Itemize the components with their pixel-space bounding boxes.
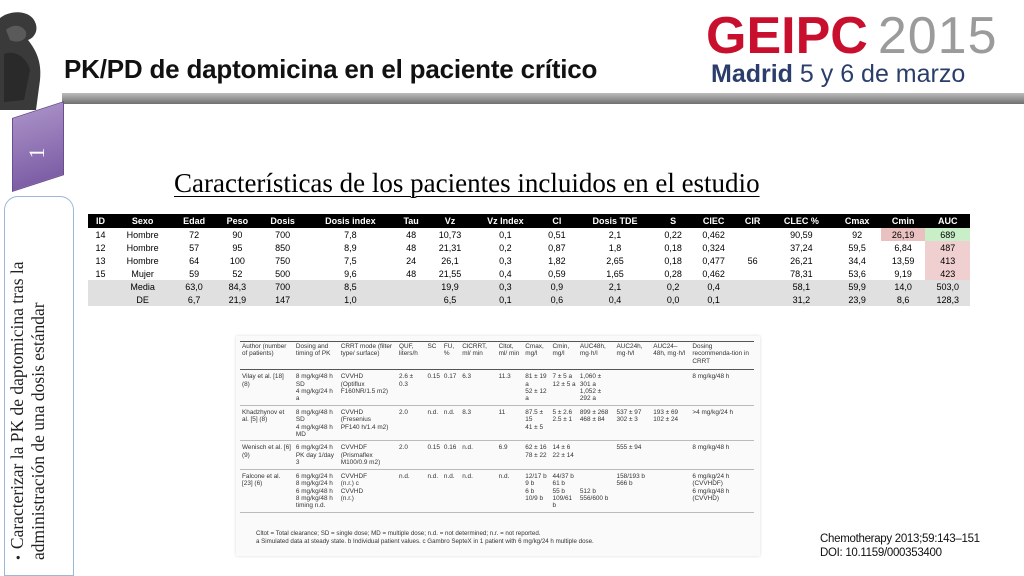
table-cell: 10,73 bbox=[428, 228, 472, 241]
table-cell: Vilay et al. [18] (8) bbox=[240, 370, 294, 406]
table-cell: 48 bbox=[394, 267, 427, 280]
table-cell: 0,4 bbox=[472, 267, 538, 280]
table-row bbox=[240, 405, 754, 441]
table-cell: n.d. bbox=[442, 405, 460, 441]
table-row bbox=[88, 267, 970, 280]
table-cell bbox=[615, 370, 652, 406]
table-cell: 11.3 bbox=[497, 370, 524, 406]
table-cell: 9,6 bbox=[306, 267, 394, 280]
table-cell: 1,8 bbox=[575, 241, 655, 254]
table-cell bbox=[736, 228, 770, 241]
table-cell bbox=[736, 280, 770, 293]
table-cell: 7,8 bbox=[306, 228, 394, 241]
table-cell: Falcone et al. [23] (6) bbox=[240, 469, 294, 512]
column-header: QUF, liters/h bbox=[397, 342, 425, 370]
table-cell: 2.0 bbox=[397, 441, 425, 469]
table-cell: 0,1 bbox=[472, 293, 538, 306]
objective-text bbox=[8, 220, 48, 560]
table-cell: 6 mg/kg/24 h PK day 1/day 3 bbox=[294, 441, 339, 469]
column-header: Cmax bbox=[833, 214, 881, 228]
table-cell: 555 ± 94 bbox=[615, 441, 652, 469]
column-header: Peso bbox=[216, 214, 259, 228]
table-cell: 14 ± 6 22 ± 14 bbox=[551, 441, 578, 469]
table-cell: 48 bbox=[394, 241, 427, 254]
citation-doi: DOI: 10.1159/000353400 bbox=[820, 547, 942, 559]
table-cell: 87.5 ± 15 41 ± 5 bbox=[523, 405, 550, 441]
column-header: S bbox=[655, 214, 692, 228]
column-header: ClCRRT, ml/ min bbox=[460, 342, 496, 370]
section-tab-number: 1 bbox=[24, 147, 49, 159]
table-cell: 0,18 bbox=[655, 254, 692, 267]
table-cell: 128,3 bbox=[925, 293, 970, 306]
table-cell: 1,82 bbox=[539, 254, 576, 267]
table-cell: 0,4 bbox=[691, 280, 735, 293]
table-cell: 423 bbox=[925, 267, 970, 280]
table-cell: 12 bbox=[88, 241, 113, 254]
table-cell: 0.15 bbox=[425, 441, 441, 469]
table-cell: 1,0 bbox=[306, 293, 394, 306]
table-cell: 14,0 bbox=[881, 280, 925, 293]
table-cell: 6.9 bbox=[497, 441, 524, 469]
column-header: CLEC % bbox=[769, 214, 833, 228]
table-cell: 7 ± 5 a 12 ± 5 a bbox=[551, 370, 578, 406]
header-divider bbox=[62, 93, 1024, 104]
table-cell: 8,5 bbox=[306, 280, 394, 293]
table-cell: 500 bbox=[259, 267, 307, 280]
logo-geipc-text: GEIPC bbox=[706, 7, 868, 65]
table-cell: 56 bbox=[736, 254, 770, 267]
table-cell bbox=[651, 370, 690, 406]
table-cell: 0.16 bbox=[442, 441, 460, 469]
table-cell: 8 mg/kg/48 h SD 4 mg/kg/48 h MD bbox=[294, 405, 339, 441]
table-cell: n.d. bbox=[460, 441, 496, 469]
table-cell: 0,0 bbox=[655, 293, 692, 306]
table-cell: 26,19 bbox=[881, 228, 925, 241]
table-cell: 0,477 bbox=[691, 254, 735, 267]
bullet-icon: • bbox=[12, 555, 27, 560]
table-cell bbox=[736, 267, 770, 280]
table-cell: 59 bbox=[172, 267, 216, 280]
table-cell: 34,4 bbox=[833, 254, 881, 267]
slide-heading: Características de los pacientes incluidos en el estudio bbox=[174, 168, 760, 198]
citation bbox=[820, 532, 980, 560]
table-cell: 84,3 bbox=[216, 280, 259, 293]
table-cell: 0,18 bbox=[655, 241, 692, 254]
table-cell: 1,65 bbox=[575, 267, 655, 280]
table-cell: CVVHDF (n.r.) c CVVHD (n.r.) bbox=[339, 469, 397, 512]
patients-table-header bbox=[88, 214, 970, 228]
column-header: Cmin bbox=[881, 214, 925, 228]
table-cell: Hombre bbox=[113, 254, 172, 267]
table-cell: 24 bbox=[394, 254, 427, 267]
table-cell: 13 bbox=[88, 254, 113, 267]
table-cell bbox=[651, 441, 690, 469]
column-header: AUC bbox=[925, 214, 970, 228]
column-header: AUC24–48h, mg·h/l bbox=[651, 342, 690, 370]
table-cell: 8,6 bbox=[881, 293, 925, 306]
stats-row bbox=[88, 280, 970, 293]
table-cell: 92 bbox=[833, 228, 881, 241]
column-header: ClR bbox=[736, 214, 770, 228]
table-cell: 8 mg/kg/48 h SD 4 mg/kg/24 h a bbox=[294, 370, 339, 406]
table-cell: n.d. bbox=[425, 469, 441, 512]
table-cell: 23,9 bbox=[833, 293, 881, 306]
table-cell: 0,22 bbox=[655, 228, 692, 241]
column-header: Cl bbox=[539, 214, 576, 228]
table-cell: 0,1 bbox=[691, 293, 735, 306]
table-cell: 700 bbox=[259, 280, 307, 293]
column-header: Cmin, mg/l bbox=[551, 342, 578, 370]
table-cell bbox=[578, 441, 615, 469]
table-cell: 14 bbox=[88, 228, 113, 241]
table-cell: 0.15 bbox=[425, 370, 441, 406]
table-cell: 6 mg/kg/24 h 8 mg/kg/24 h 6 mg/kg/48 h 8 mg/kg/48 h timing n.d. bbox=[294, 469, 339, 512]
column-header: Cltot, ml/ min bbox=[497, 342, 524, 370]
slide-header bbox=[0, 0, 1024, 100]
table-cell: 0,6 bbox=[539, 293, 576, 306]
logo-dates: 5 y 6 de marzo bbox=[799, 60, 966, 88]
table-cell: 899 ± 268 468 ± 84 bbox=[578, 405, 615, 441]
table-cell: 13,59 bbox=[881, 254, 925, 267]
table-cell: 59,9 bbox=[833, 280, 881, 293]
citation-journal: Chemotherapy 2013;59:143–151 bbox=[820, 533, 980, 545]
table-cell: 0,1 bbox=[472, 228, 538, 241]
patients-table bbox=[88, 214, 970, 306]
table-cell: 2.6 ± 0.3 bbox=[397, 370, 425, 406]
table-cell: 15 bbox=[88, 267, 113, 280]
table-cell bbox=[651, 469, 690, 512]
logo-location bbox=[711, 60, 965, 89]
table-cell: 21,9 bbox=[216, 293, 259, 306]
column-header: Dosis TDE bbox=[575, 214, 655, 228]
table-cell: 503,0 bbox=[925, 280, 970, 293]
table-cell: 413 bbox=[925, 254, 970, 267]
table-cell: 2,1 bbox=[575, 280, 655, 293]
table-cell: 0,87 bbox=[539, 241, 576, 254]
table-cell: Wenisch et al. [6] (9) bbox=[240, 441, 294, 469]
table-cell: 2,65 bbox=[575, 254, 655, 267]
table-cell: 59,5 bbox=[833, 241, 881, 254]
column-header: Dosis bbox=[259, 214, 307, 228]
table-row bbox=[88, 228, 970, 241]
table-cell: 26,21 bbox=[769, 254, 833, 267]
table-cell: 11 bbox=[497, 405, 524, 441]
table-cell: 58,1 bbox=[769, 280, 833, 293]
literature-table-header bbox=[240, 342, 754, 370]
table-cell: 147 bbox=[259, 293, 307, 306]
table-cell bbox=[394, 293, 427, 306]
table-cell: 90,59 bbox=[769, 228, 833, 241]
table-cell: 95 bbox=[216, 241, 259, 254]
table-cell: 700 bbox=[259, 228, 307, 241]
table-cell: 0,51 bbox=[539, 228, 576, 241]
table-cell: 193 ± 69 102 ± 24 bbox=[651, 405, 690, 441]
table-cell: 537 ± 97 302 ± 3 bbox=[615, 405, 652, 441]
table-cell: 1,060 ± 301 a 1,052 ± 292 a bbox=[578, 370, 615, 406]
table-cell: 850 bbox=[259, 241, 307, 254]
table-cell: 53,6 bbox=[833, 267, 881, 280]
table-cell: Hombre bbox=[113, 228, 172, 241]
table-cell: 78,31 bbox=[769, 267, 833, 280]
statue-image bbox=[0, 10, 60, 110]
table-cell bbox=[394, 280, 427, 293]
table-cell: 689 bbox=[925, 228, 970, 241]
column-header: Sexo bbox=[113, 214, 172, 228]
table-row bbox=[240, 441, 754, 469]
logo-city: Madrid bbox=[711, 60, 793, 88]
table-cell: n.d. bbox=[460, 469, 496, 512]
table-cell: 8.3 bbox=[460, 405, 496, 441]
table-cell: 31,2 bbox=[769, 293, 833, 306]
table-cell: 487 bbox=[925, 241, 970, 254]
table-cell: 48 bbox=[394, 228, 427, 241]
table-cell: 21,31 bbox=[428, 241, 472, 254]
table-cell: 8,9 bbox=[306, 241, 394, 254]
table-cell: 0.17 bbox=[442, 370, 460, 406]
literature-table bbox=[240, 341, 754, 513]
objective-label: Caracterizar la PK de daptomicina tras la administración de una dosis estándar bbox=[7, 261, 48, 560]
table-cell: 0,462 bbox=[691, 228, 735, 241]
table-cell: 21,55 bbox=[428, 267, 472, 280]
table-cell: 52 bbox=[216, 267, 259, 280]
table-cell: 37,24 bbox=[769, 241, 833, 254]
table-cell: DE bbox=[113, 293, 172, 306]
column-header: Vz bbox=[428, 214, 472, 228]
table-cell: 0,462 bbox=[691, 267, 735, 280]
table-cell: 57 bbox=[172, 241, 216, 254]
geipc-logo bbox=[706, 6, 998, 66]
table-row bbox=[240, 469, 754, 512]
table-cell: 0,324 bbox=[691, 241, 735, 254]
table-cell: Media bbox=[113, 280, 172, 293]
table-cell: Khadzhynov et al. [5] (8) bbox=[240, 405, 294, 441]
table-cell: Hombre bbox=[113, 241, 172, 254]
column-header: Dosis index bbox=[306, 214, 394, 228]
table-cell: 2.0 bbox=[397, 405, 425, 441]
table-row bbox=[88, 241, 970, 254]
table-cell: 6.3 bbox=[460, 370, 496, 406]
table-cell: 0,2 bbox=[472, 241, 538, 254]
column-header: Author (number of patients) bbox=[240, 342, 294, 370]
table-cell: 0,4 bbox=[575, 293, 655, 306]
table-cell: 100 bbox=[216, 254, 259, 267]
table-cell: 64 bbox=[172, 254, 216, 267]
column-header: Dosing and timing of PK bbox=[294, 342, 339, 370]
table-cell: 19,9 bbox=[428, 280, 472, 293]
table-cell: 63,0 bbox=[172, 280, 216, 293]
table-cell: Mujer bbox=[113, 267, 172, 280]
table-cell bbox=[88, 280, 113, 293]
column-header: Cmax, mg/l bbox=[523, 342, 550, 370]
table-cell: 6,5 bbox=[428, 293, 472, 306]
table-cell: 0,59 bbox=[539, 267, 576, 280]
table-cell: 62 ± 16 78 ± 22 bbox=[523, 441, 550, 469]
table-cell: CVVHD (Optiflux F160NR/1.5 m2) bbox=[339, 370, 397, 406]
column-header: Edad bbox=[172, 214, 216, 228]
table-cell: 0,3 bbox=[472, 280, 538, 293]
table-cell: 8 mg/kg/48 h bbox=[690, 441, 754, 469]
table-cell: n.d. bbox=[425, 405, 441, 441]
column-header: ID bbox=[88, 214, 113, 228]
column-header: FU, % bbox=[442, 342, 460, 370]
table-cell: 158/193 b 566 b bbox=[615, 469, 652, 512]
table-cell bbox=[736, 241, 770, 254]
footnote-abbreviations: Cltot = Total clearance; SD = single dose; MD = multiple dose; n.d. = not determined; n.r. = not reported. bbox=[256, 530, 541, 537]
table-cell: 6,7 bbox=[172, 293, 216, 306]
table-cell: 750 bbox=[259, 254, 307, 267]
table-cell: 6 mg/kg/24 h (CVVHDF) 6 mg/kg/48 h (CVVHD) bbox=[690, 469, 754, 512]
table-cell: CVVHDF (Prismaflex M100/0.9 m2) bbox=[339, 441, 397, 469]
table-cell: 12/17 b 9 b 6 b 10/9 b bbox=[523, 469, 550, 512]
table-cell: >4 mg/kg/24 h bbox=[690, 405, 754, 441]
table-cell: 2,1 bbox=[575, 228, 655, 241]
stats-row bbox=[88, 293, 970, 306]
table-cell: 9,19 bbox=[881, 267, 925, 280]
table-cell: 7,5 bbox=[306, 254, 394, 267]
column-header: ClEC bbox=[691, 214, 735, 228]
table-cell: 0,28 bbox=[655, 267, 692, 280]
table-cell: 90 bbox=[216, 228, 259, 241]
table-cell: 8 mg/kg/48 h bbox=[690, 370, 754, 406]
column-header: CRRT mode (filter type/ surface) bbox=[339, 342, 397, 370]
footnote-notes: a Simulated data at steady state. b Individual patient values. c Gambro SepteX in 1 patient with 6 mg/kg/24 h multiple dose. bbox=[256, 538, 594, 545]
table-cell: n.d. bbox=[497, 469, 524, 512]
table-row bbox=[88, 254, 970, 267]
table-cell: n.d. bbox=[442, 469, 460, 512]
table-cell: 0,9 bbox=[539, 280, 576, 293]
slide-title: PK/PD de daptomicina en el paciente crítico bbox=[64, 54, 598, 84]
column-header: Dosing recommenda-tion in CRRT bbox=[690, 342, 754, 370]
table-cell: 44/37 b 61 b 55 b 109/61 b bbox=[551, 469, 578, 512]
table-cell: 6,84 bbox=[881, 241, 925, 254]
column-header: AUC24h, mg·h/l bbox=[615, 342, 652, 370]
column-header: AUC48h, mg·h/l bbox=[578, 342, 615, 370]
table-cell: 72 bbox=[172, 228, 216, 241]
table-cell: 26,1 bbox=[428, 254, 472, 267]
table-cell: n.d. bbox=[397, 469, 425, 512]
column-header: SC bbox=[425, 342, 441, 370]
table-cell: 5 ± 2.6 2.5 ± 1 bbox=[551, 405, 578, 441]
table-cell: 81 ± 19 a 52 ± 12 a bbox=[523, 370, 550, 406]
table-cell bbox=[88, 293, 113, 306]
table-cell: 0,3 bbox=[472, 254, 538, 267]
table-cell: CVVHD (Fresenius PF140 h/1.4 m2) bbox=[339, 405, 397, 441]
table-cell bbox=[736, 293, 770, 306]
table-cell: 0,2 bbox=[655, 280, 692, 293]
column-header: Tau bbox=[394, 214, 427, 228]
table-row bbox=[240, 370, 754, 406]
logo-year: 2015 bbox=[877, 7, 998, 65]
column-header: Vz Index bbox=[472, 214, 538, 228]
literature-footnotes bbox=[256, 530, 736, 546]
table-cell: 512 b 556/600 b bbox=[578, 469, 615, 512]
